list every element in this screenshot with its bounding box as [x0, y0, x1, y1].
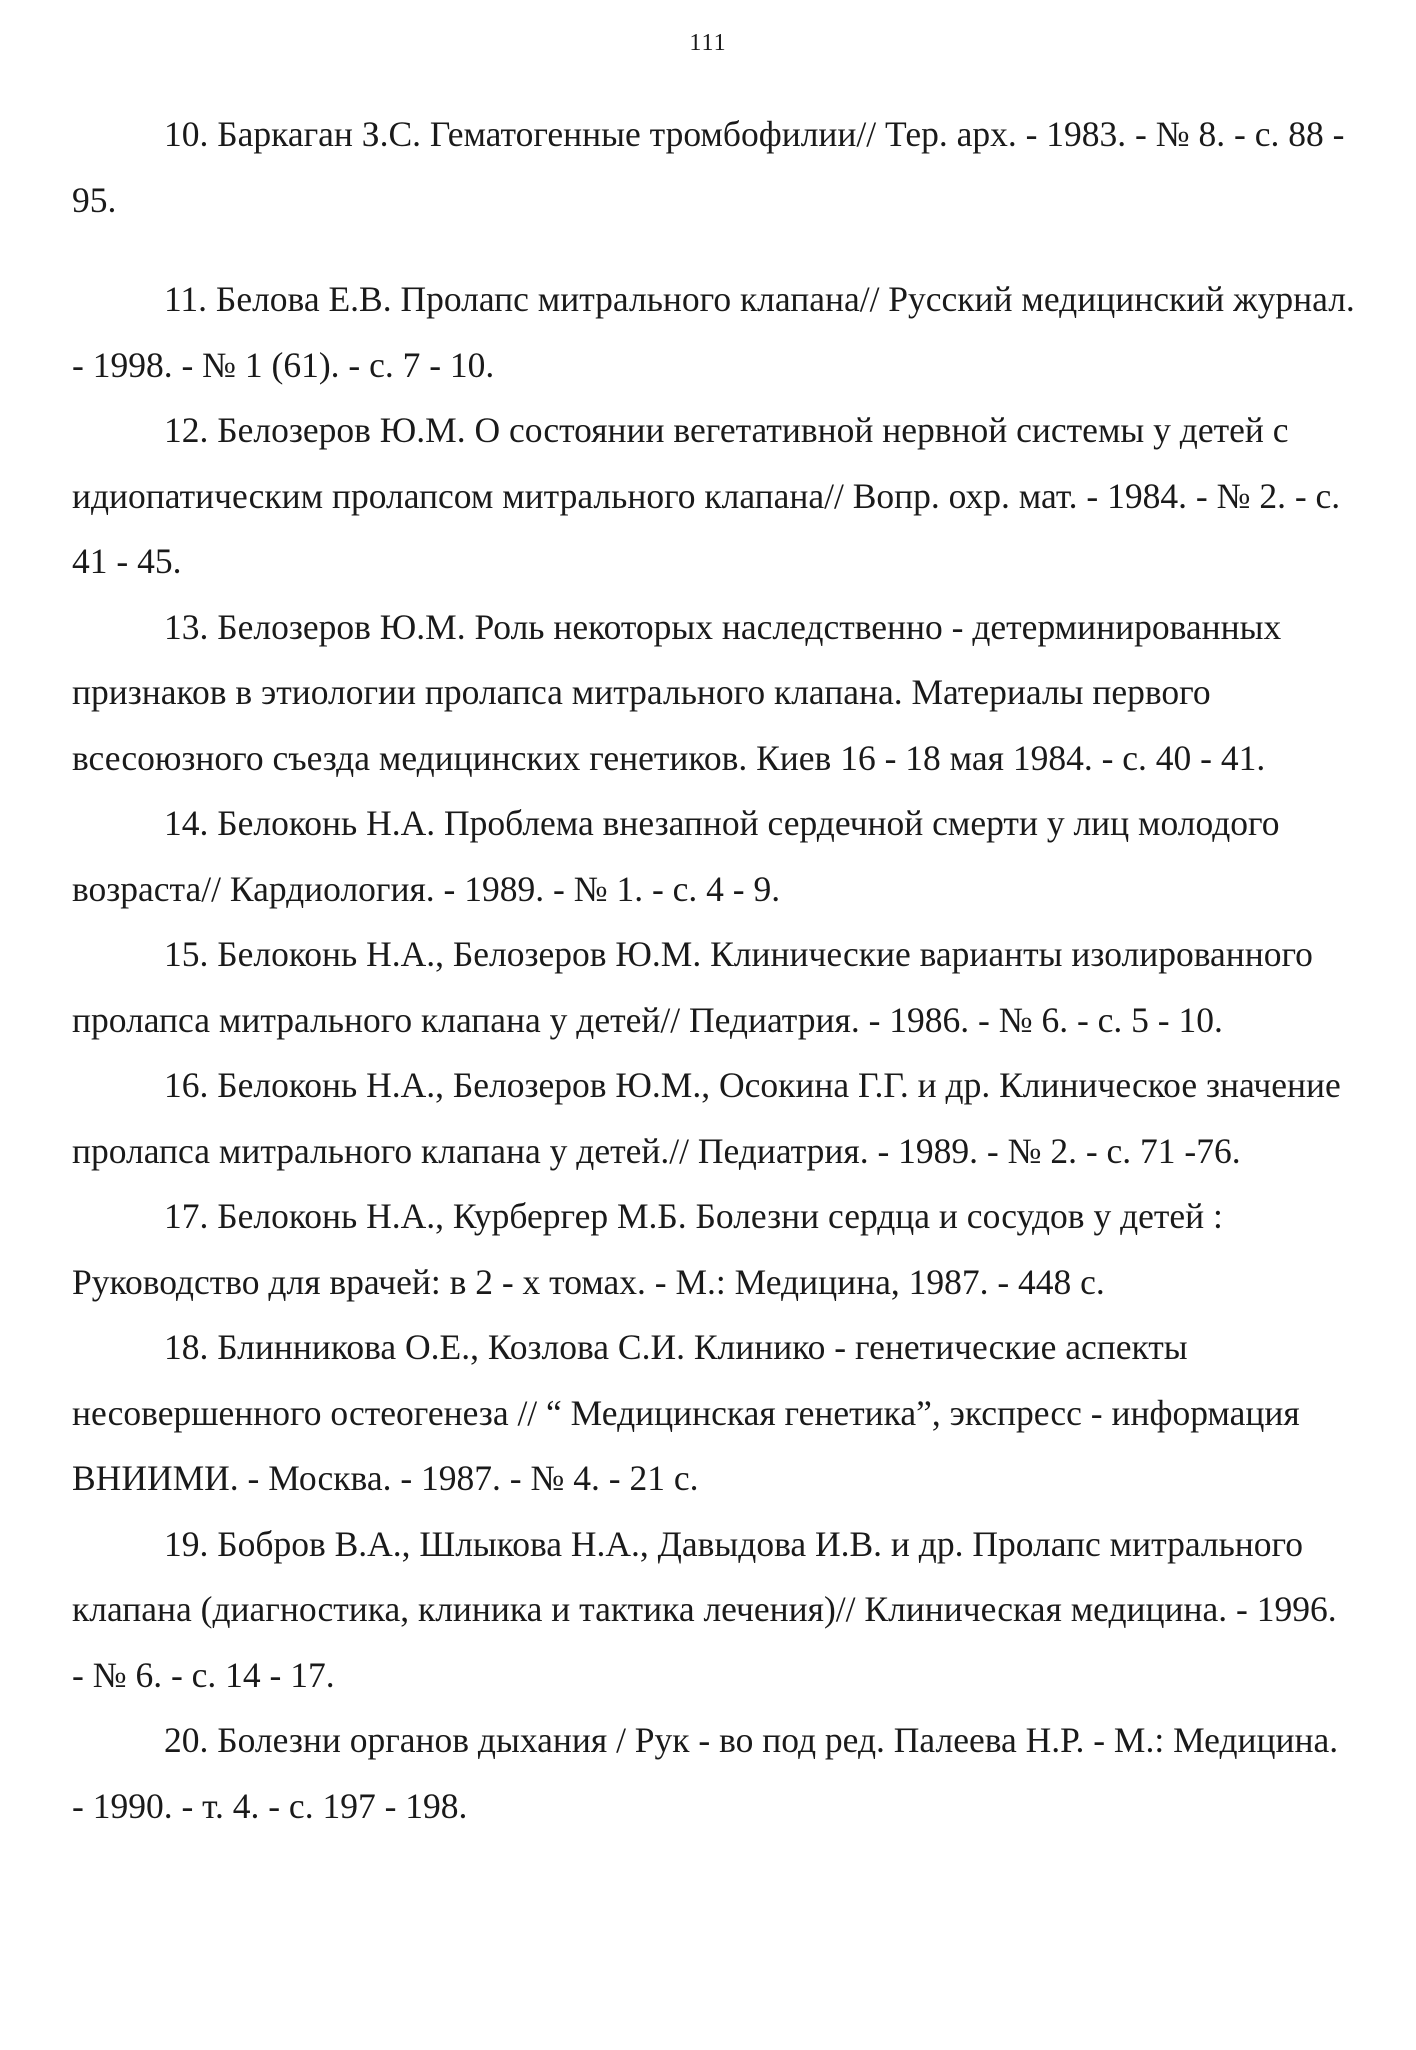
reference-item: 14. Белоконь Н.А. Проблема внезапной сердечной смерти у лиц молодого возраста// Кардиология. - 1989. - № 1. - с. 4 - 9. [72, 803, 1280, 909]
reference-item: 15. Белоконь Н.А., Белозеров Ю.М. Клинические варианты изолированного пролапса митрального клапана у детей// Педиатрия. - 1986. - № 6. - с. 5 - 10. [72, 934, 1313, 1040]
reference-item: 17. Белоконь Н.А., Курбергер М.Б. Болезни сердца и сосудов у детей : Руководство для врачей: в 2 - х томах. - М.: Медицина, 1987. - 448 с. [72, 1196, 1223, 1302]
reference-item: 11. Белова Е.В. Пролапс митрального клапана// Русский медицинский журнал. - 1998. - № 1 (61). - с. 7 - 10. [72, 279, 1355, 385]
reference-item: 12. Белозеров Ю.М. О состоянии вегетативной нервной системы у детей с идиопатическим пролапсом митрального клапана// Вопр. охр. мат. - 1984. - № 2. - с. 41 - 45. [72, 410, 1341, 581]
reference-item: 16. Белоконь Н.А., Белозеров Ю.М., Осокина Г.Г. и др. Клиническое значение пролапса митрального клапана у детей.// Педиатрия. - 1989. - № 2. - с. 71 -76. [72, 1065, 1341, 1171]
page-number: 111 [689, 30, 727, 56]
reference-item: 19. Бобров В.А., Шлыкова Н.А., Давыдова И.В. и др. Пролапс митрального клапана (диагностика, клиника и тактика лечения)// Клиническая медицина. - 1996. - № 6. - с. 14 - 17. [72, 1523, 1337, 1695]
reference-item: 13. Белозеров Ю.М. Роль некоторых наследственно - детерминированных признаков в этиологии пролапса митрального клапана. Материалы первого всесоюзного съезда медицинских генетиков. Киев 16 - 18 мая 1984. - с. 40 - 41. [72, 606, 1282, 778]
reference-list [72, 102, 1356, 1839]
reference-item: 10. Баркаган З.С. Гематогенные тромбофилии// Тер. арх. - 1983. - № 8. - с. 88 - 95. [72, 114, 1345, 220]
reference-item: 20. Болезни органов дыхания / Рук - во под ред. Палеева Н.Р. - М.: Медицина. - 1990. - т. 4. - с. 197 - 198. [72, 1720, 1339, 1826]
reference-item: 18. Блинникова О.Е., Козлова С.И. Клинико - генетические аспекты несовершенного остеогенеза // “ Медицинская генетика”, экспресс - информация ВНИИМИ. - Москва. - 1987. - № 4. - 21 с. [72, 1327, 1300, 1498]
